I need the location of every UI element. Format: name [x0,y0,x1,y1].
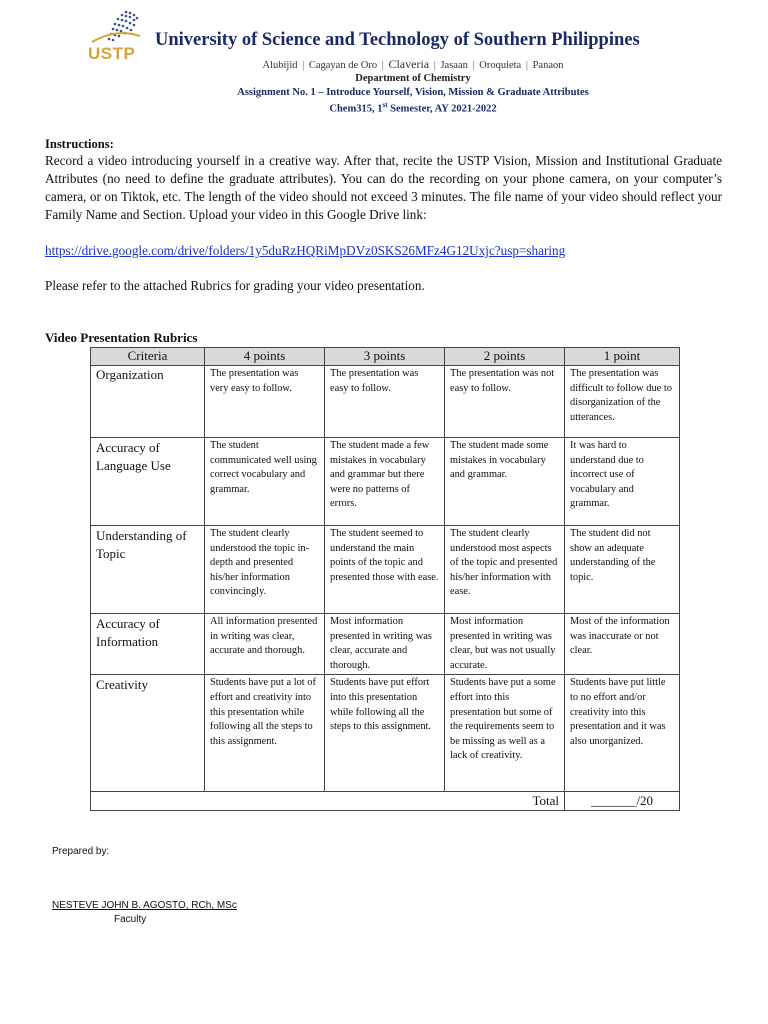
descriptor-3: Students have put effort into this presentation while following all the steps to this assignment. [325,675,445,792]
descriptor-2: Students have put a some effort into this presentation but some of the requirements seem to be missing as well as a lack of creativity. [445,675,565,792]
criteria-cell: Accuracy of Information [91,614,205,675]
rubric-reference-note: Please refer to the attached Rubrics for grading your video presentation. [45,278,425,293]
descriptor-2: Most information presented in writing was clear, but was not usually accurate. [445,614,565,675]
campus-list: Alubijid | Cagayan de Oro | Claveria | Jasaan | Oroquieta | Panaon [262,57,564,71]
campus-item: Alubijid [262,60,298,71]
semester-year: Semester, AY 2021-2022 [387,103,497,115]
rubric-header-row [91,348,680,366]
descriptor-2: The student made some mistakes in vocabulary and grammar. [445,438,565,526]
ordinal-suffix: st [382,101,388,109]
header-4-points: 4 points [205,348,325,366]
google-drive-link[interactable]: https://drive.google.com/drive/folders/1y5duRzHQRiMpDVz0SKS26MFz4G12Uxjc?usp=sharing [45,243,566,258]
preparer-role: Faculty [114,914,147,925]
descriptor-1: The student did not show an adequate understanding of the topic. [565,526,680,614]
campus-item: Oroquieta [479,60,522,71]
campus-item-highlighted: Claveria [388,57,430,71]
assignment-title: Assignment No. 1 – Introduce Yourself, Vision, Mission & Graduate Attributes [237,87,589,98]
descriptor-2: The presentation was not easy to follow. [445,366,565,438]
rubric-row-information [91,614,680,675]
descriptor-1: The presentation was difficult to follow due to disorganization of the utterances. [565,366,680,438]
header-criteria: Criteria [91,348,205,366]
rubric-row-language [91,438,680,526]
descriptor-1: Students have put little to no effort and/or creativity into this presentation and it was also unorganized. [565,675,680,792]
header-2-points: 2 points [445,348,565,366]
descriptor-3: Most information presented in writing was clear, accurate and thorough. [325,614,445,675]
criteria-cell: Accuracy of Language Use [91,438,205,526]
course-info [0,101,768,115]
rubric-row-creativity [91,675,680,792]
descriptor-3: The student seemed to understand the main points of the topic and presented those with ease. [325,526,445,614]
descriptor-1: It was hard to understand due to incorrect use of vocabulary and grammar. [565,438,680,526]
descriptor-1: Most of the information was inaccurate or not clear. [565,614,680,675]
criteria-cell: Organization [91,366,205,438]
descriptor-4: All information presented in writing was clear, accurate and thorough. [205,614,325,675]
descriptor-3: The presentation was easy to follow. [325,366,445,438]
descriptor-4: The student clearly understood the topic in-depth and presented his/her information convincingly. [205,526,325,614]
rubric-title: Video Presentation Rubrics [45,330,198,345]
instructions-heading: Instructions: [45,137,114,151]
criteria-cell: Understanding of Topic [91,526,205,614]
university-name: University of Science and Technology of Southern Philippines [155,30,640,50]
instructions-body: Record a video introducing yourself in a creative way. After that, recite the USTP Vision, Mission and Institutional Graduate Attributes (no need to define the graduate attributes). You can do the recording on your phone camera, on your computer’s camera, or on Tiktok, etc. The length of the video should not exceed 3 minutes. The file name of your video should reflect your Family Name and Section. Upload your video in this Google Drive link: [45,153,722,222]
descriptor-4: The student communicated well using correct vocabulary and grammar. [205,438,325,526]
header-1-point: 1 point [565,348,680,366]
campus-item: Panaon [532,60,564,71]
department-name: Department of Chemistry [355,73,471,84]
descriptor-4: The presentation was very easy to follow. [205,366,325,438]
total-score-blank: _______/20 [565,792,680,811]
prepared-by-label: Prepared by: [52,846,110,857]
rubric-table [90,347,680,811]
descriptor-2: The student clearly understood most aspects of the topic and presented his/her information with ease. [445,526,565,614]
header-3-points: 3 points [325,348,445,366]
descriptor-4: Students have put a lot of effort and creativity into this presentation while following all the steps to this assignment. [205,675,325,792]
rubric-row-organization [91,366,680,438]
descriptor-3: The student made a few mistakes in vocabulary and grammar but there were no patterns of errors. [325,438,445,526]
total-label: Total [91,792,565,811]
criteria-cell: Creativity [91,675,205,792]
preparer-name: NESTEVE JOHN B. AGOSTO, RCh, MSc [52,900,237,911]
campus-item: Cagayan de Oro [308,60,378,71]
rubric-total-row [91,792,680,811]
rubric-row-understanding [91,526,680,614]
logo-text: USTP [88,44,136,63]
campus-item: Jasaan [440,60,468,71]
course-code: Chem315, 1 [329,103,383,115]
